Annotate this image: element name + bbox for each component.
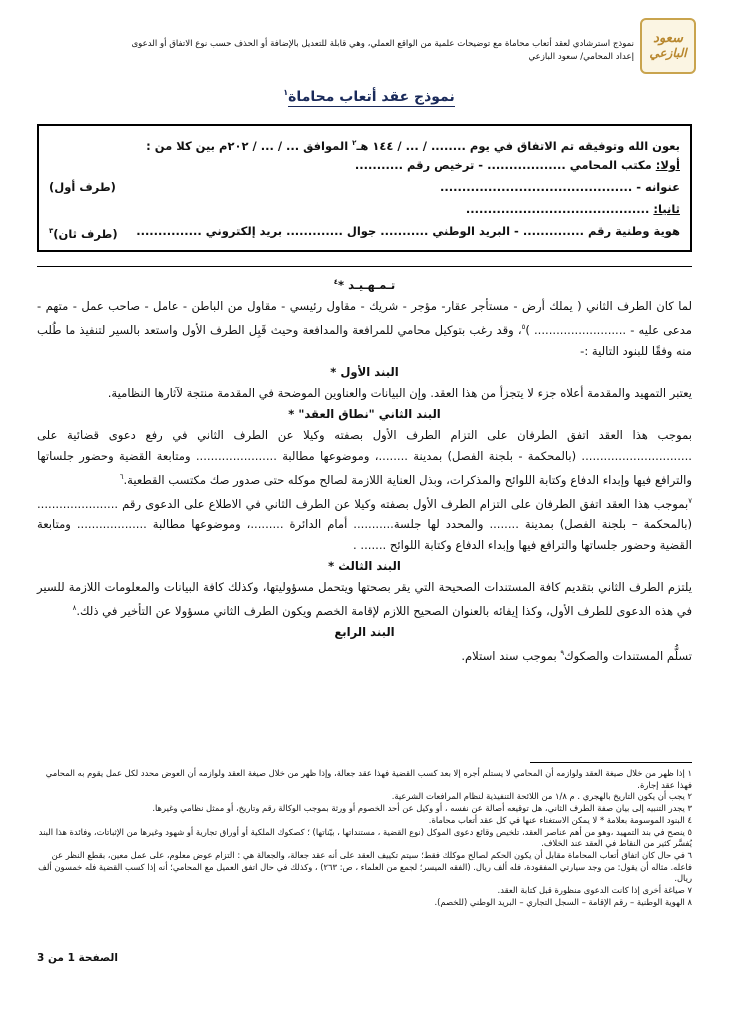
footnotes <box>37 768 692 908</box>
party-two-tag: (طرف ثان)$^٣$ <box>49 226 118 241</box>
page-number: الصفحة 1 من 3 <box>37 952 118 964</box>
document-title-text: نموذج عقد أتعاب محاماة <box>288 88 455 105</box>
logo-line-2: البازعي <box>649 46 687 60</box>
footnote-separator <box>530 762 692 763</box>
parties-box <box>37 124 692 252</box>
agreement-date-line: بعون الله وتوفيقه تم الاتفاق في يوم ........ / ... / ١٤٤ هـ$^٢$ الموافق ... / ... / ٢٠٢م بين كلا من : <box>146 138 680 153</box>
first-party-line: أولا: مكتب المحامي .................. - ترخيص رقم ........... <box>354 158 680 172</box>
clause-2-paragraph-1: بموجب هذا العقد اتفق الطرفان على التزام الطرف الأول بصفته وكيلا عن الطرف الثاني في رفع دعوى قضائية على .............................. (بالمحكمة - بلجنة الفصل) بمدينة ........، وموضوعها مطالبة ...................... ومتابعة القضية وحضور جلساتها والترافع فيها وإبداء الدفاع وكتابة اللوائح والمذكرات، وبذل العناية اللازمة لصالح موكله حتى صدور صك مكتسب القطعية.$^٦$ <box>37 427 692 487</box>
intro-heading: تـمـهـيـد *$^٤$ <box>333 277 396 292</box>
second-party-label: ثانيا: <box>653 202 680 216</box>
clause-1-heading: البند الأول * <box>330 364 399 379</box>
intro-paragraph: لما كان الطرف الثاني ( يملك أرض - مستأجر عقار- مؤجر - شريك - مقاول رئيسي - مقاول من الباطن - عامل - صاحب عمل - متهم - مدعى عليه - ......................... )$^٥$، وقد رغب بتوكيل محامي للمرافعة والمدافعة وحيث قَبِل الطرف الأول واستعد بالسير لتنفيذ ما طُلب منه وفقًا للبنود التالية :- <box>37 298 693 358</box>
clause-3-text: يلتزم الطرف الثاني بتقديم كافة المستندات الصحيحة التي يقر بصحتها ويتحمل مسؤوليتها، وكذلك كافة البيانات والمعلومات اللازمة للسير في هذه الدعوى للطرف الأول، وكذا إيفائه بالعنوان الصحيح اللازم لإقامة الخصم ويكون الطرف الثاني مسؤولا عن التأخير في ذلك.$^٨$ <box>37 580 692 619</box>
footnote: ١ إذا ظهر من خلال صيغة العقد ولوازمه أن المحامي لا يستلم أجره إلا بعد كسب القضية فهذا عقد جعالة، وإذا ظهر من خلال صيغة العقد ولوازمه أن العوض محدد لكل عمل يقوم به المحامي فهذا عقد إجارة. <box>45 768 692 790</box>
logo-line-1: سعود <box>653 31 683 46</box>
second-party-id-line: هوية وطنية رقم .............. - البريد الوطني ........... جوال ............. بريد إلكتروني ............... (طرف ثان)$^٣$ <box>49 220 680 242</box>
author-logo <box>640 18 696 74</box>
footnote: ٢ يجب أن يكون التاريخ بالهجري . م ١/٨ من اللائحة التنفيذية لنظام المرافعات الشرعية. <box>391 791 692 802</box>
first-party-label: أولا: <box>655 158 680 172</box>
clause-2-paragraph-2: $^٧$بموجب هذا العقد اتفق الطرفان على التزام الطرف الأول بصفته وكيلا عن الطرف الثاني في الاطلاع على الدعوى رقم ...................... (بالمحكمة – بلجنة الفصل) بمدينة ........ والمحدد لها جلسة........... أمام الدائرة .........، وموضوعها مطالبة ................... ومتابعة القضية وحضور جلساتها والترافع فيها وإبداء الدفاع وكتابة اللوائح ....... . <box>37 496 692 553</box>
contract-body <box>37 272 692 667</box>
footnote: ٥ ينصح في بند التمهيد ،وهو من أهم عناصر العقد، تلخيص وقائع دعوى الموكل (نوع القضية ، مستنداتها ، بيّناتها) ؛ كصكوك الملكية أو أوراق تجارية أو شهود وغيرها من الإثباتات، وفائدة هذا البند يُفسَّر كثير من النقاط في العقد عند الخلاف. <box>38 826 692 849</box>
header-note <box>14 38 634 64</box>
party-one-tag: (طرف أول) <box>49 180 116 194</box>
first-party-address-line: عنوانه - ............................................ (طرف أول) <box>49 176 680 198</box>
clause-4-text: تسلُّم المستندات والصكوك$^٩$ بموجب سند استلام. <box>461 649 692 664</box>
clause-4-heading: البند الرابع <box>334 625 395 640</box>
document-title <box>0 88 738 105</box>
second-party-line: ثانيا: .......................................... <box>465 202 680 216</box>
clause-1-text: يعتبر التمهيد والمقدمة أعلاه جزء لا يتجزأ من هذا العقد. وإن البيانات والعناوين الموضحة في المقدمة منتجة لآثارها النظامية. <box>107 385 692 400</box>
header-note-line-2: إعداد المحامي/ سعود البازعي <box>528 52 634 62</box>
footnote: ٨ الهوية الوطنية – رقم الإقامة – السجل التجاري – البريد الوطني (للخصم). <box>434 896 692 907</box>
footnote: ٧ صياغة أخرى إذا كانت الدعوى منظورة قبل كتابة العقد. <box>497 885 692 896</box>
header-note-line-1: نموذج استرشادي لعقد أتعاب محاماة مع توضيحات علمية من الواقع العملي، وهي قابلة للتعديل بالإضافة أو الحذف حسب نوع الاتفاق أو الدعوى <box>131 39 634 49</box>
section-divider <box>37 266 692 267</box>
clause-3-heading: البند الثالث * <box>328 559 401 574</box>
clause-2-heading: البند الثاني "نطاق العقد" * <box>288 406 441 421</box>
footnote: ٦ في حال كان اتفاق أتعاب المحاماة مقابل أن يكون الحكم لصالح موكلك فقط؛ سيتم تكييف العقد على أنه عقد جعالة، والجعالة هي : التزام عوض معلوم، على عمل معين، بقطع النظر عن فاعله. مثاله أن يقول: من وجد سيارتي المفقودة، فله ألف ريال. (الفقه الميسر؛ لجمع من العلماء ، ص: ٢٦٣) ، وكذلك في حال اتفق العميل مع المحامي؛ أنه إذا كسب القضية فله خمسون ألف ريال. <box>38 849 692 884</box>
footnote: ٣ يجدر التنبيه إلى بيان صفة الطرف الثاني، هل توقيعه أصالة عن نفسه ، أو وكيل عن أحد الخصوم أو ورثة بموجب الوكالة رقم وتاريخ، أو ممثل نظامي وغيرها. <box>152 803 692 814</box>
title-footnote-ref: ١ <box>283 88 289 97</box>
footnote: ٤ البنود الموسومة بعلامة * لا يمكن الاستغناء عنها في كل عقد أتعاب محاماة. <box>428 814 692 825</box>
